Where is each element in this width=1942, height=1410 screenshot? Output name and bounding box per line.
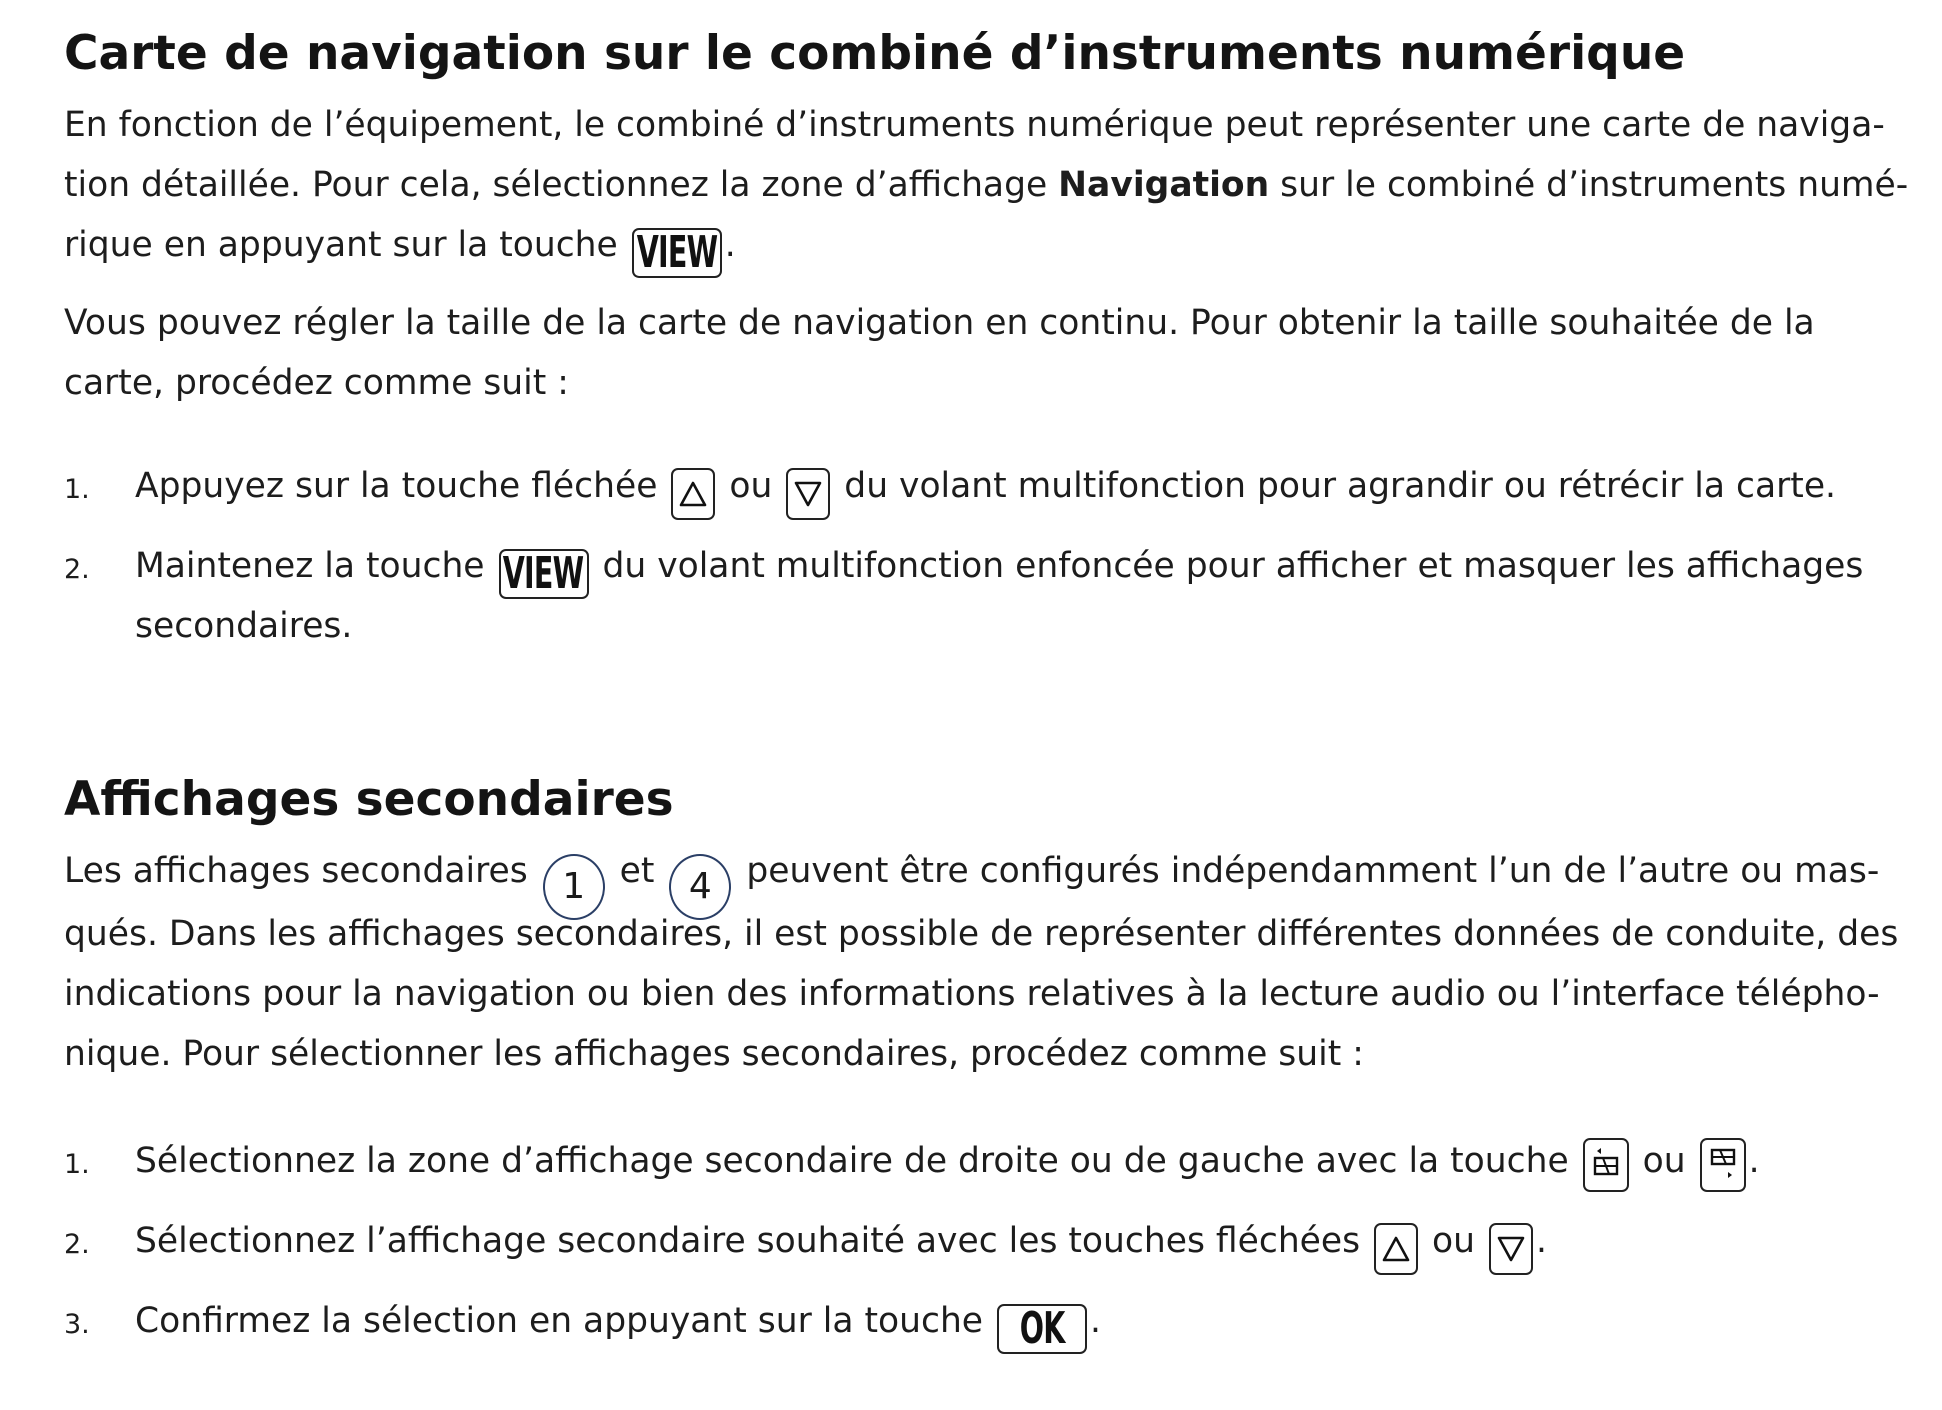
zone-left-key-icon: [1583, 1138, 1629, 1192]
step-number: 1.: [64, 474, 90, 505]
paragraph-line: rique en appuyant sur la touche VIEW .: [64, 225, 736, 278]
step-number: 2.: [64, 554, 90, 585]
view-key-icon: VIEW: [632, 228, 722, 278]
paragraph-line: tion détaillée. Pour cela, sélectionnez la zone d’affichage Navigation sur le combiné d’instruments numé-: [64, 165, 1909, 205]
paragraph-line: En fonction de l’équipement, le combiné d’instruments numérique peut représenter une carte de naviga-: [64, 105, 1885, 145]
intro-paragraph: [64, 95, 1909, 278]
section-title-navigation-map: Carte de navigation sur le combiné d’instruments numérique: [64, 26, 1686, 81]
section-title-secondary-displays: Affichages secondaires: [64, 772, 674, 827]
secondary-paragraph: [64, 838, 1899, 1084]
view-key-icon: VIEW: [499, 549, 589, 599]
ok-key-icon: OK: [997, 1304, 1087, 1354]
arrow-down-key-icon: [786, 468, 830, 520]
arrow-down-key-icon: [1489, 1223, 1533, 1275]
arrow-up-key-icon: [671, 468, 715, 520]
step-text: Maintenez la touche VIEW du volant multifonction enfoncée pour afficher et masquer les affichages secondaires.: [135, 546, 1864, 646]
paragraph-line: carte, procédez comme suit :: [64, 363, 569, 403]
step-text: Confirmez la sélection en appuyant sur la touche OK .: [135, 1301, 1101, 1354]
paragraph-line: Les affichages secondaires 1 et 4 peuvent être configurés indépendamment l’un de l’autre ou mas-: [64, 838, 1894, 904]
step-number: 2.: [64, 1229, 90, 1260]
callout-badge-1: 1: [543, 854, 605, 920]
paragraph-line: Vous pouvez régler la taille de la carte de navigation en continu. Pour obtenir la taille souhaitée de la: [64, 303, 1815, 343]
callout-badge-4: 4: [669, 854, 731, 920]
arrow-up-key-icon: [1374, 1223, 1418, 1275]
navigation-label: Navigation: [1058, 165, 1270, 205]
step-text: Sélectionnez l’affichage secondaire souhaité avec les touches fléchées ou .: [135, 1211, 1895, 1271]
zone-right-key-icon: [1700, 1138, 1746, 1192]
step-text: Appuyez sur la touche fléchée ou du volant multifonction pour agrandir ou rétrécir la carte.: [135, 456, 1895, 516]
paragraph-line: indications pour la navigation ou bien des informations relatives à la lecture audio ou l’interface télépho-: [64, 974, 1880, 1014]
step-number: 3.: [64, 1309, 90, 1340]
step-text: Sélectionnez la zone d’affichage secondaire de droite ou de gauche avec la touche ou .: [135, 1131, 1895, 1191]
size-paragraph: [64, 293, 1894, 413]
paragraph-line: qués. Dans les affichages secondaires, il est possible de représenter différentes données de conduite, des: [64, 914, 1899, 954]
paragraph-line: nique. Pour sélectionner les affichages secondaires, procédez comme suit :: [64, 1034, 1364, 1074]
step-number: 1.: [64, 1149, 90, 1180]
